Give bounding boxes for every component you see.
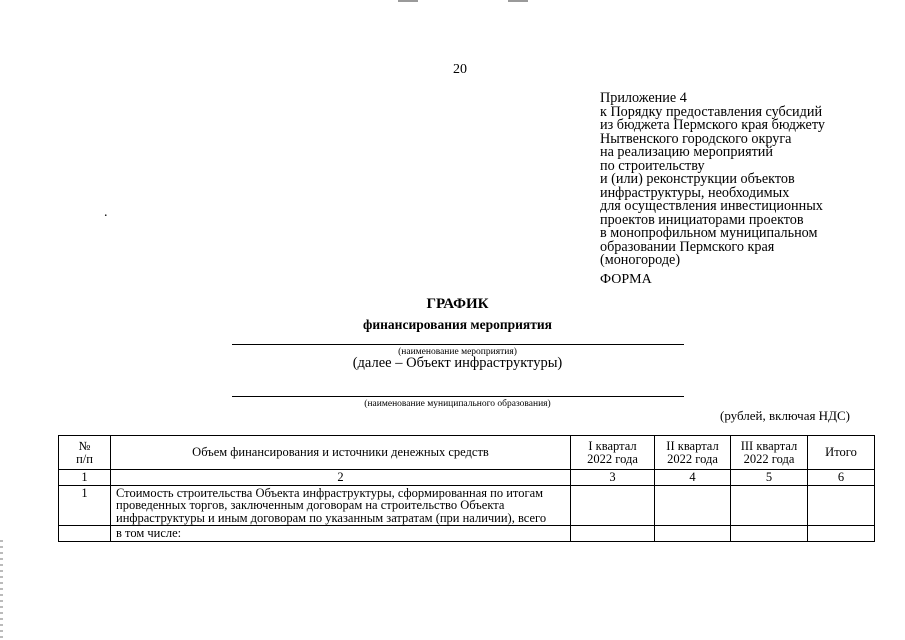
header-q2: II квартал 2022 года: [655, 436, 731, 470]
financing-table: [58, 435, 875, 542]
column-number: 2: [111, 470, 571, 486]
event-name-caption: (наименование мероприятия): [398, 347, 517, 357]
appendix-line: в монопрофильном муниципальном: [600, 225, 818, 241]
row-total: [808, 485, 875, 526]
appendix-line: образовании Пермского края: [600, 238, 775, 255]
appendix-line: по строительству: [600, 157, 705, 174]
column-number-row: [59, 470, 875, 486]
units-note: (рублей, включая НДС): [720, 408, 850, 423]
row-q1: [571, 485, 655, 526]
appendix-line: Приложение 4: [600, 90, 687, 106]
document-title: ГРАФИК: [426, 296, 489, 312]
municipality-line: [232, 396, 684, 397]
appendix-line: и (или) реконструкции объектов: [600, 171, 795, 187]
table-header-row: [59, 436, 875, 470]
header-q3: III квартал 2022 года: [731, 436, 808, 470]
header-num: № п/п: [59, 436, 111, 470]
row-num: 1: [59, 485, 111, 526]
event-name-line: [232, 344, 684, 345]
appendix-line: проектов инициаторами проектов: [600, 211, 804, 228]
table-row: [59, 485, 875, 526]
header-q1: I квартал 2022 года: [571, 436, 655, 470]
row-num: [59, 526, 111, 542]
page-number: 20: [453, 62, 467, 77]
stray-mark: .: [104, 205, 108, 220]
appendix-line: Нытвенского городского округа: [600, 130, 792, 147]
scan-top-mark: [508, 0, 528, 2]
appendix-line: для осуществления инвестиционных: [600, 198, 823, 214]
column-number: 4: [655, 470, 731, 486]
form-label: ФОРМА: [600, 272, 652, 287]
column-number: 6: [808, 470, 875, 486]
header-total: Итого: [808, 436, 875, 470]
row-total: [808, 526, 875, 542]
header-volume: Объем финансирования и источники денежных средств: [111, 436, 571, 470]
document-subtitle: финансирования мероприятия: [363, 317, 552, 332]
row-q3: [731, 526, 808, 542]
row-desc: Стоимость строительства Объекта инфраструктуры, сформированная по итогам проведенных торгов, заключенным договорам на строительство Объекта инфраструктуры и иным договорам по указанным затратам (при наличии), всего: [111, 485, 571, 526]
appendix-line: из бюджета Пермского края бюджету: [600, 117, 825, 133]
column-number: 1: [59, 470, 111, 486]
infrastructure-alias: (далее – Объект инфраструктуры): [352, 355, 563, 371]
row-q2: [655, 485, 731, 526]
table-row: [59, 526, 875, 542]
row-desc: в том числе:: [111, 526, 571, 542]
column-number: 5: [731, 470, 808, 486]
municipality-caption: (наименование муниципального образования): [364, 399, 551, 409]
appendix-line: (моногороде): [600, 252, 681, 268]
appendix-block: [600, 92, 890, 268]
appendix-line: инфраструктуры, необходимых: [600, 184, 790, 201]
appendix-line: к Порядку предоставления субсидий: [600, 103, 823, 120]
appendix-line: на реализацию мероприятий: [600, 144, 773, 160]
row-q3: [731, 485, 808, 526]
column-number: 3: [571, 470, 655, 486]
row-q1: [571, 526, 655, 542]
scan-top-mark: [398, 0, 418, 2]
row-q2: [655, 526, 731, 542]
scan-edge-mark: [0, 540, 3, 640]
